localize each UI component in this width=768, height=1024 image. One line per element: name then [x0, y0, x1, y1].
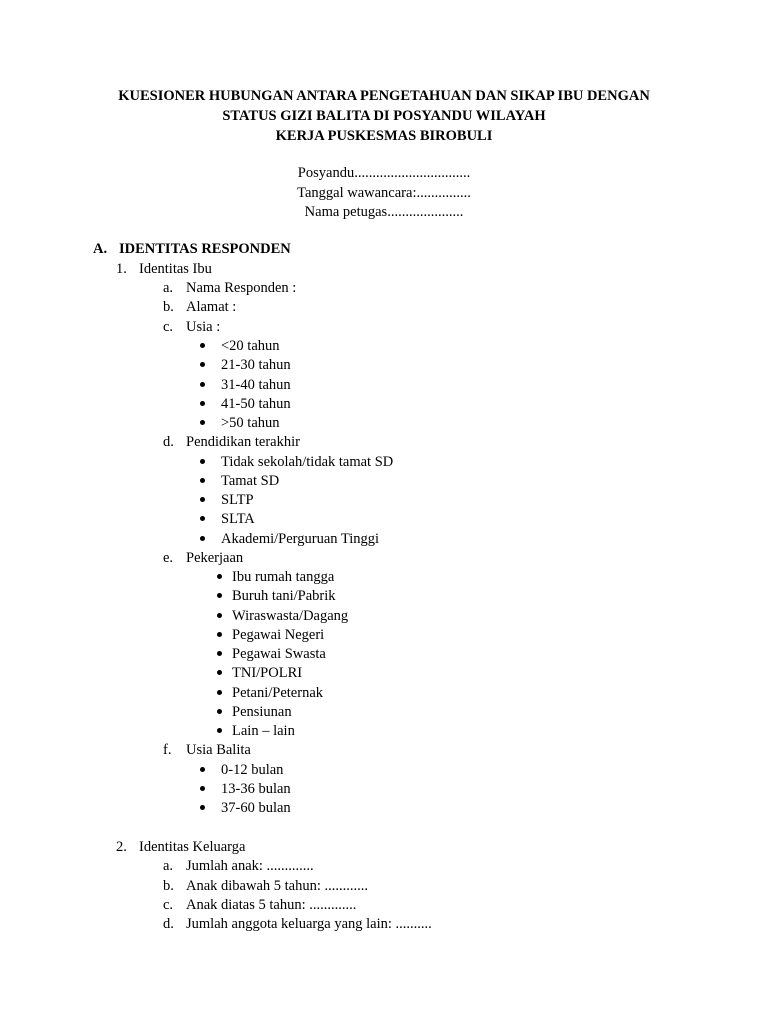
bullet-icon	[217, 607, 226, 616]
sub-item-letter: b.	[163, 878, 174, 894]
section-a-heading	[93, 240, 291, 259]
bullet-icon	[200, 761, 209, 770]
interview-date-field: Tanggal wawancara:...............	[297, 184, 471, 201]
sub-item-anggota-keluarga	[163, 915, 432, 934]
list-item: 37-60 bulan	[200, 799, 291, 818]
sub-item-letter: d.	[163, 434, 174, 450]
sub-item-alamat	[163, 298, 236, 317]
list-item: Lain – lain	[217, 722, 295, 741]
sub-item-pekerjaan	[163, 549, 243, 568]
bullet-icon	[200, 376, 209, 385]
list-item: Petani/Peternak	[217, 684, 323, 703]
list-item: Pensiunan	[217, 703, 292, 722]
sub-item-anak-dibawah-5	[163, 877, 368, 896]
bullet-icon	[200, 414, 209, 423]
list-item: 31-40 tahun	[200, 376, 291, 395]
sub-item-letter: c.	[163, 319, 174, 335]
section-letter: A.	[93, 241, 108, 257]
section-title-text: IDENTITAS RESPONDEN	[119, 241, 291, 257]
list-item: Tidak sekolah/tidak tamat SD	[200, 453, 393, 472]
list-item: Tamat SD	[200, 472, 279, 491]
bullet-icon	[200, 453, 209, 462]
bullet-icon	[217, 568, 226, 577]
list-item: Pegawai Swasta	[217, 645, 326, 664]
sub-item-label: Anak dibawah 5 tahun: ............	[186, 878, 369, 894]
bullet-icon	[217, 664, 226, 673]
item-number: 2.	[116, 839, 127, 855]
bullet-icon	[200, 780, 209, 789]
list-item: Akademi/Perguruan Tinggi	[200, 530, 379, 549]
sub-item-usia	[163, 318, 220, 337]
sub-item-anak-diatas-5	[163, 896, 356, 915]
bullet-icon	[217, 722, 226, 731]
list-item: SLTA	[200, 510, 255, 529]
bullet-icon	[217, 626, 226, 635]
bullet-icon	[217, 684, 226, 693]
sub-item-label: Pendidikan terakhir	[186, 434, 300, 450]
list-item: Ibu rumah tangga	[217, 568, 334, 587]
bullet-icon	[217, 703, 226, 712]
list-item: 41-50 tahun	[200, 395, 291, 414]
bullet-icon	[200, 491, 209, 500]
list-item: 13-36 bulan	[200, 780, 291, 799]
title-line-2: STATUS GIZI BALITA DI POSYANDU WILAYAH	[222, 108, 546, 124]
list-item: Buruh tani/Pabrik	[217, 587, 336, 606]
list-item: 21-30 tahun	[200, 356, 291, 375]
sub-item-letter: b.	[163, 299, 174, 315]
sub-item-letter: f.	[163, 742, 172, 758]
list-item: Pegawai Negeri	[217, 626, 324, 645]
bullet-icon	[200, 356, 209, 365]
sub-item-label: Usia Balita	[186, 742, 251, 758]
bullet-icon	[200, 530, 209, 539]
list-item: <20 tahun	[200, 337, 280, 356]
bullet-icon	[200, 337, 209, 346]
item-label: Identitas Ibu	[139, 261, 212, 277]
list-item: >50 tahun	[200, 414, 280, 433]
item-2-identitas-keluarga	[116, 838, 245, 857]
sub-item-label: Usia :	[186, 319, 221, 335]
posyandu-field: Posyandu................................	[297, 165, 471, 181]
sub-item-label: Pekerjaan	[186, 550, 244, 566]
list-item: 0-12 bulan	[200, 761, 283, 780]
title-line-1: KUESIONER HUBUNGAN ANTARA PENGETAHUAN DAN SIKAP IBU DENGAN	[118, 88, 650, 104]
item-number: 1.	[116, 261, 127, 277]
sub-item-pendidikan	[163, 433, 300, 452]
item-1-identitas-ibu	[116, 260, 212, 279]
sub-item-letter: d.	[163, 916, 174, 932]
sub-item-usia-balita	[163, 741, 251, 760]
sub-item-label: Nama Responden :	[186, 280, 297, 296]
list-item: Wiraswasta/Dagang	[217, 607, 348, 626]
bullet-icon	[200, 472, 209, 481]
list-item: SLTP	[200, 491, 254, 510]
item-label: Identitas Keluarga	[139, 839, 246, 855]
bullet-icon	[200, 510, 209, 519]
sub-item-label: Alamat :	[186, 299, 237, 315]
sub-item-label: Anak diatas 5 tahun: .............	[186, 897, 357, 913]
list-item: TNI/POLRI	[217, 664, 302, 683]
sub-item-label: Jumlah anggota keluarga yang lain: ..........	[186, 916, 432, 932]
sub-item-label: Jumlah anak: .............	[186, 858, 314, 874]
document-title	[0, 86, 768, 146]
sub-item-letter: a.	[163, 280, 174, 296]
bullet-icon	[217, 645, 226, 654]
sub-item-letter: c.	[163, 897, 174, 913]
officer-name-field: Nama petugas.....................	[304, 204, 464, 220]
sub-item-jumlah-anak	[163, 857, 314, 876]
title-line-3: KERJA PUSKESMAS BIROBULI	[275, 128, 493, 144]
bullet-icon	[200, 395, 209, 404]
sub-item-nama-responden	[163, 279, 296, 298]
bullet-icon	[217, 587, 226, 596]
sub-item-letter: e.	[163, 550, 174, 566]
bullet-icon	[200, 799, 209, 808]
sub-item-letter: a.	[163, 858, 174, 874]
interview-meta	[0, 164, 768, 223]
